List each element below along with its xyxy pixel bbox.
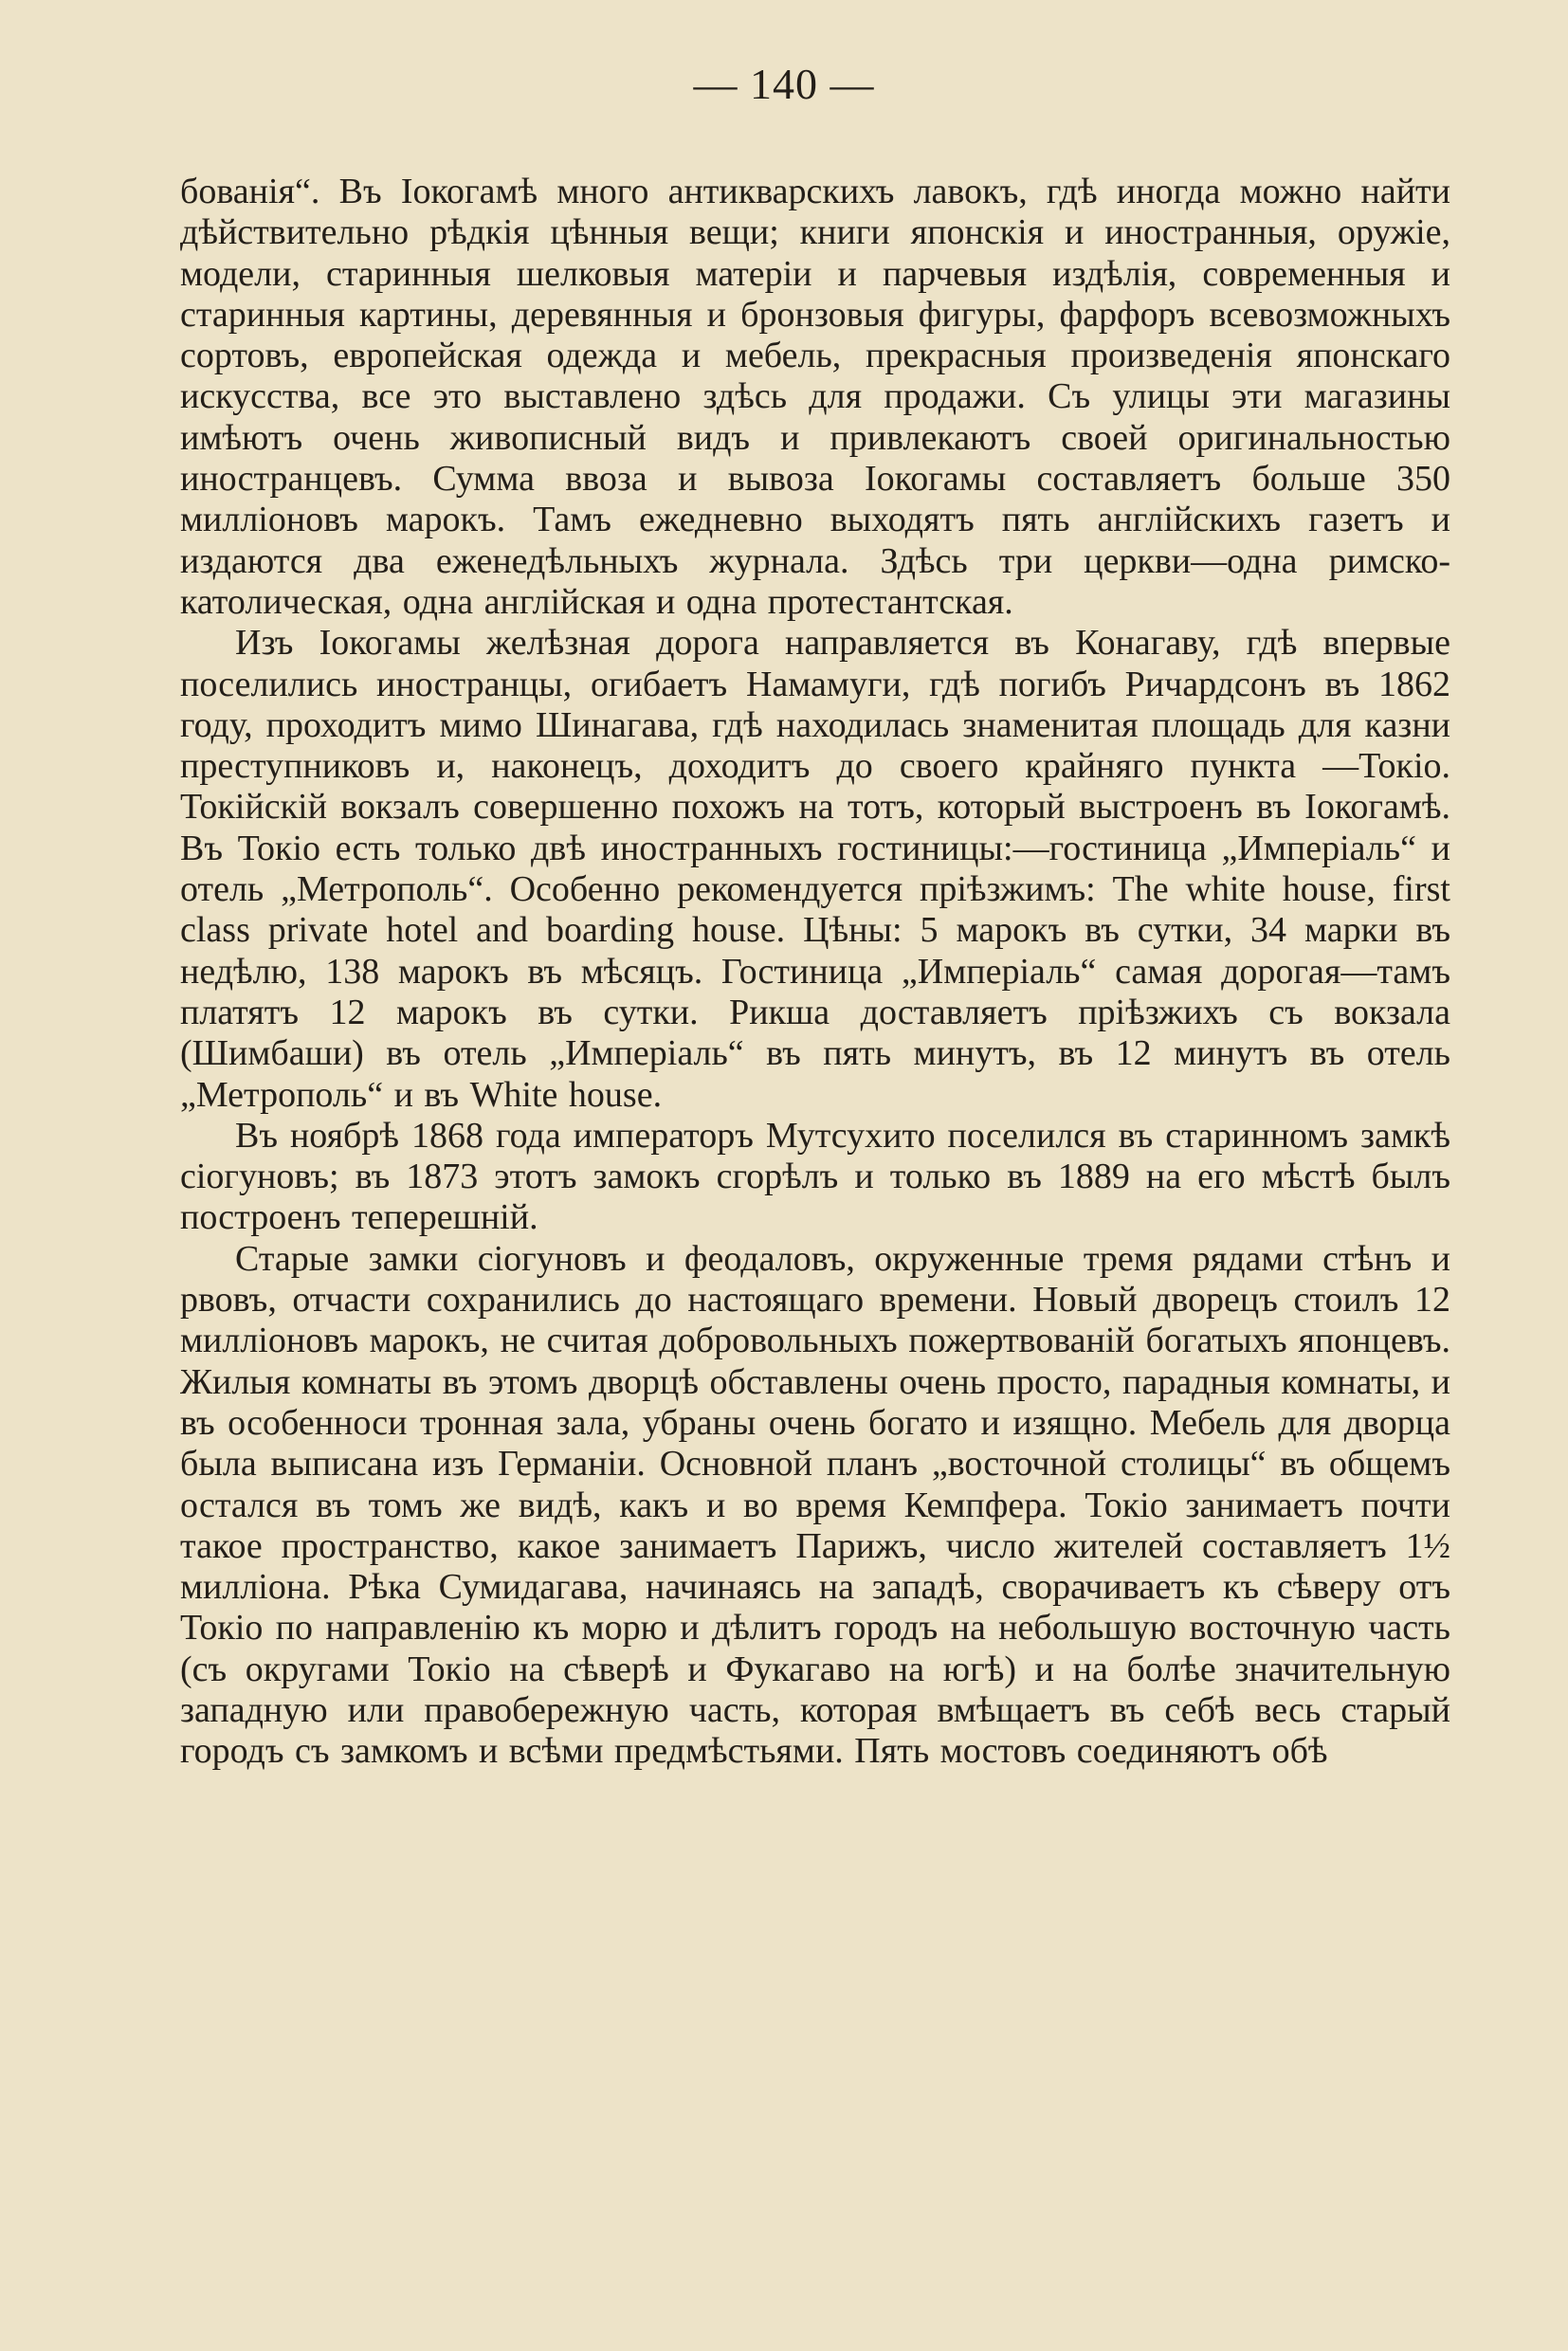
main-text	[180, 172, 1450, 1773]
paragraph: Старые замки сіогуновъ и феодаловъ, окруженные тремя рядами стѣнъ и рвовъ, отчасти сохранились до настоящаго времени. Новый дворецъ стоилъ 12 милліоновъ марокъ, не считая добровольныхъ пожертвованій богатыхъ японцевъ. Жилыя комнаты въ этомъ дворцѣ обставлены очень просто, парадныя комнаты, и въ особенноси тронная зала, убраны очень богато и изящно. Мебель для дворца была выписана изъ Германіи. Основной планъ „восточной столицы“ въ общемъ остался въ томъ же видѣ, какъ и во время Кемпфера. Токіо занимаетъ почти такое пространство, какое занимаетъ Парижъ, число жителей составляетъ 1½ милліона. Рѣка Сумидагава, начинаясь на западѣ, сворачиваетъ къ сѣверу отъ Токіо по направленію къ морю и дѣлитъ городъ на небольшую восточную часть (съ округами Токіо на сѣверѣ и Фукагаво на югѣ) и на болѣе значительную западную или правобережную часть, которая вмѣщаетъ въ себѣ весь старый городъ съ замкомъ и всѣми предмѣстьями. Пять мостовъ соединяютъ обѣ	[180, 1238, 1450, 1772]
paragraph: бованія“. Въ Іокогамѣ много антикварскихъ лавокъ, гдѣ иногда можно найти дѣйствительно рѣдкія цѣнныя вещи; книги японскія и иностранныя, оружіе, модели, старинныя шелковыя матеріи и парчевыя издѣлія, современныя и старинныя картины, деревянныя и бронзовыя фигуры, фарфоръ всевозможныхъ сортовъ, европейская одежда и мебель, прекрасныя произведенія японскаго искусства, все это выставлено здѣсь для продажи. Съ улицы эти магазины имѣютъ очень живописный видъ и привлекаютъ своей оригинальностью иностранцевъ. Сумма ввоза и вывоза Іокогамы составляетъ больше 350 милліоновъ марокъ. Тамъ ежедневно выходятъ пять англійскихъ газетъ и издаются два еженедѣльныхъ журнала. Здѣсь три церкви—одна римско-католическая, одна англійская и одна протестантская.	[180, 172, 1450, 622]
paragraph: Въ ноябрѣ 1868 года императоръ Мутсухито поселился въ старинномъ замкѣ сіогуновъ; въ 1873 этотъ замокъ сгорѣлъ и только въ 1889 на его мѣстѣ былъ построенъ теперешній.	[180, 1115, 1450, 1238]
page-number: — 140 —	[693, 60, 875, 108]
paragraph: Изъ Іокогамы желѣзная дорога направляется въ Конагаву, гдѣ впервые поселились иностранцы, огибаетъ Намамуги, гдѣ погибъ Ричардсонъ въ 1862 году, проходитъ мимо Шинагава, гдѣ находилась знаменитая площадь для казни преступниковъ и, наконецъ, доходитъ до своего крайняго пункта —Токіо. Токійскій вокзалъ совершенно похожъ на тотъ, который выстроенъ въ Іокогамѣ. Въ Токіо есть только двѣ иностранныхъ гостиницы:—гостиница „Имперіаль“ и отель „Метрополь“. Особенно рекомендуется пріѣзжимъ: The white house, first class private hotel and boarding house. Цѣны: 5 марокъ въ сутки, 34 марки въ недѣлю, 138 марокъ въ мѣсяцъ. Гостиница „Имперіаль“ самая дорогая—тамъ платятъ 12 марокъ въ сутки. Рикша доставляетъ пріѣзжихъ съ вокзала (Шимбаши) въ отель „Имперіаль“ въ пять минутъ, въ 12 минутъ въ отель „Метрополь“ и въ White house.	[180, 623, 1450, 1115]
